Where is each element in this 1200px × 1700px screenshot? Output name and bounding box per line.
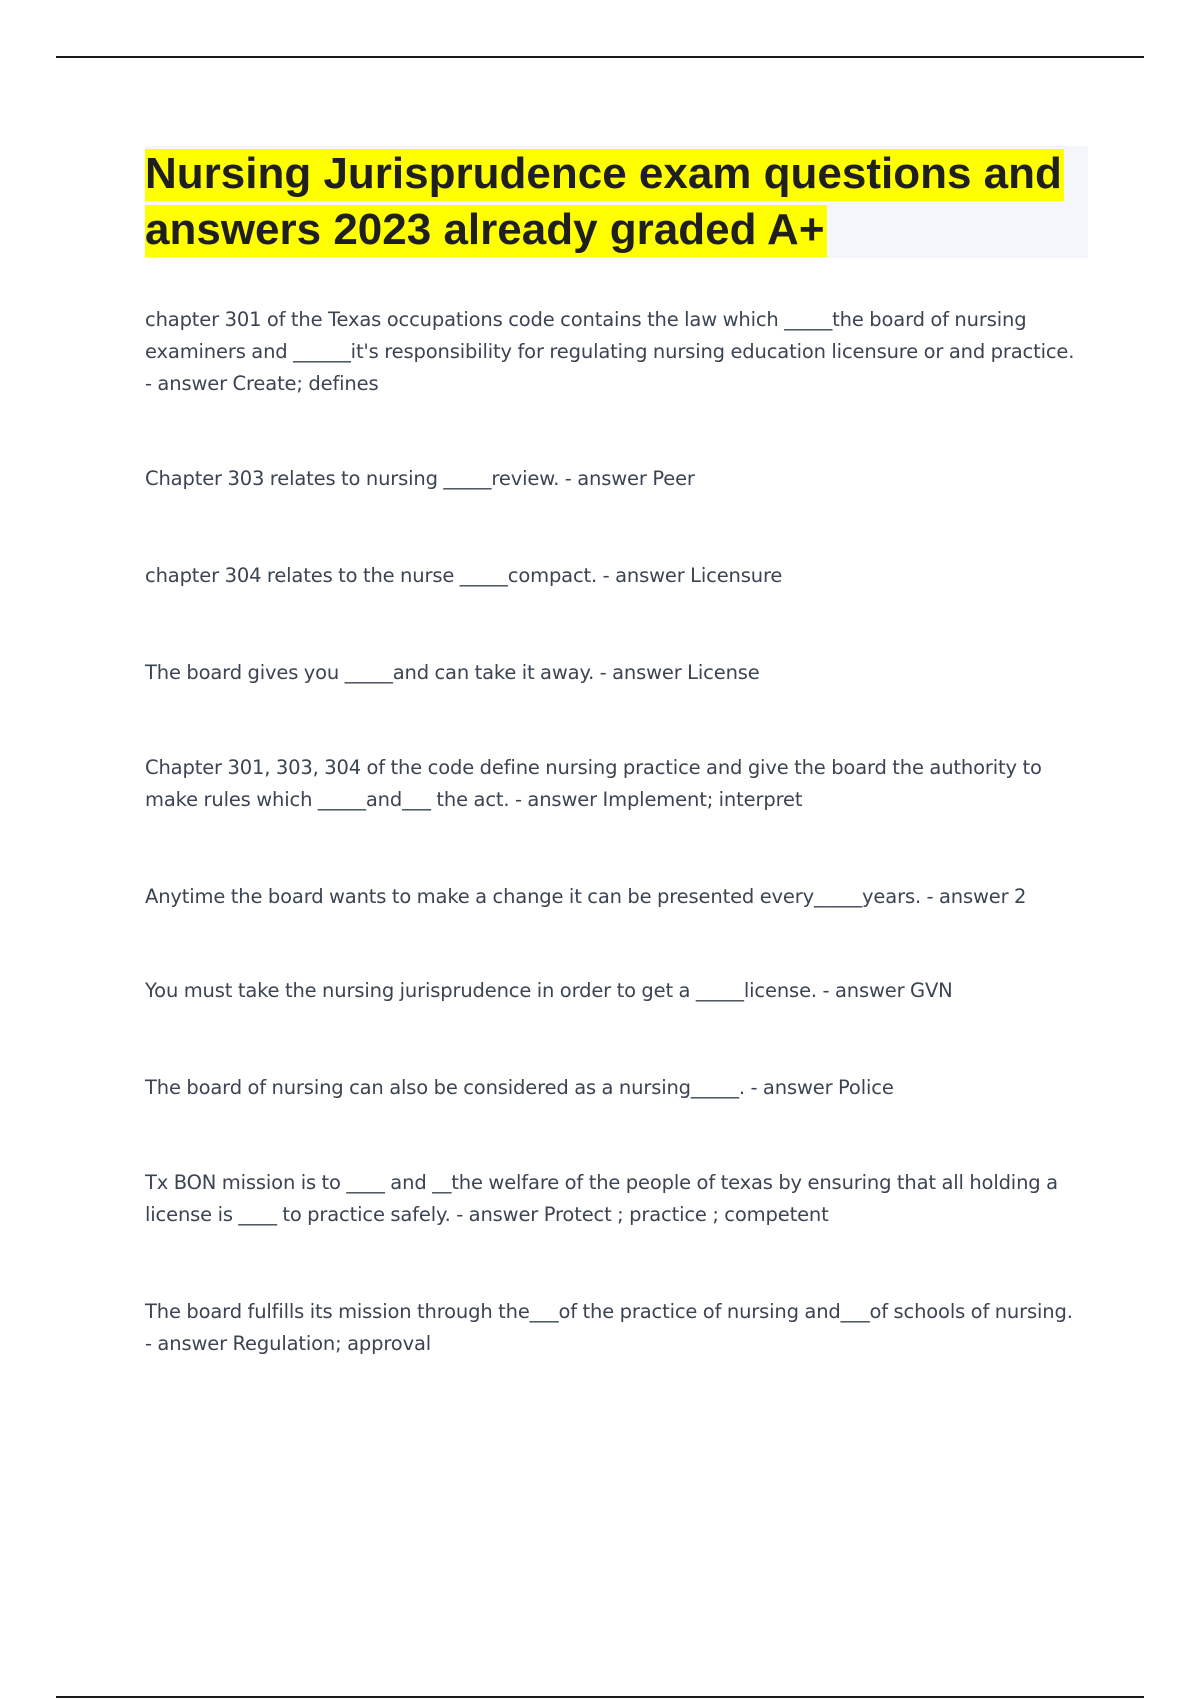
qa-item-9: Tx BON mission is to ____ and __the welfare of the people of texas by ensuring that all holding a license is ____ to practice safely. - answer Protect ; practice ; competent <box>145 1171 1058 1226</box>
qa-item-5: Chapter 301, 303, 304 of the code define nursing practice and give the board the authority to make rules which _____and___ the act. - answer Implement; interpret <box>145 756 1042 811</box>
qa-item-2: Chapter 303 relates to nursing _____review. - answer Peer <box>145 467 695 490</box>
bottom-rule <box>56 1696 1144 1698</box>
title-highlight: Nursing Jurisprudence exam questions and answers 2023 already graded A+ <box>145 149 1064 257</box>
qa-item-8: The board of nursing can also be considered as a nursing_____. - answer Police <box>145 1076 894 1099</box>
qa-item-10: The board fulfills its mission through the___of the practice of nursing and___of schools of nursing. - answer Regulation; approval <box>145 1300 1073 1355</box>
qa-item-7: You must take the nursing jurisprudence in order to get a _____license. - answer GVN <box>145 979 953 1002</box>
qa-item-3: chapter 304 relates to the nurse _____compact. - answer Licensure <box>145 564 783 587</box>
qa-item-6: Anytime the board wants to make a change it can be presented every_____years. - answer 2 <box>145 885 1027 908</box>
qa-item-1: chapter 301 of the Texas occupations code contains the law which _____the board of nursing examiners and ______it's responsibility for regulating nursing education licensure or and practice. - answer Create; defines <box>145 308 1075 395</box>
top-rule <box>56 56 1144 58</box>
document-title <box>145 146 1088 258</box>
qa-item-4: The board gives you _____and can take it away. - answer License <box>145 661 760 684</box>
